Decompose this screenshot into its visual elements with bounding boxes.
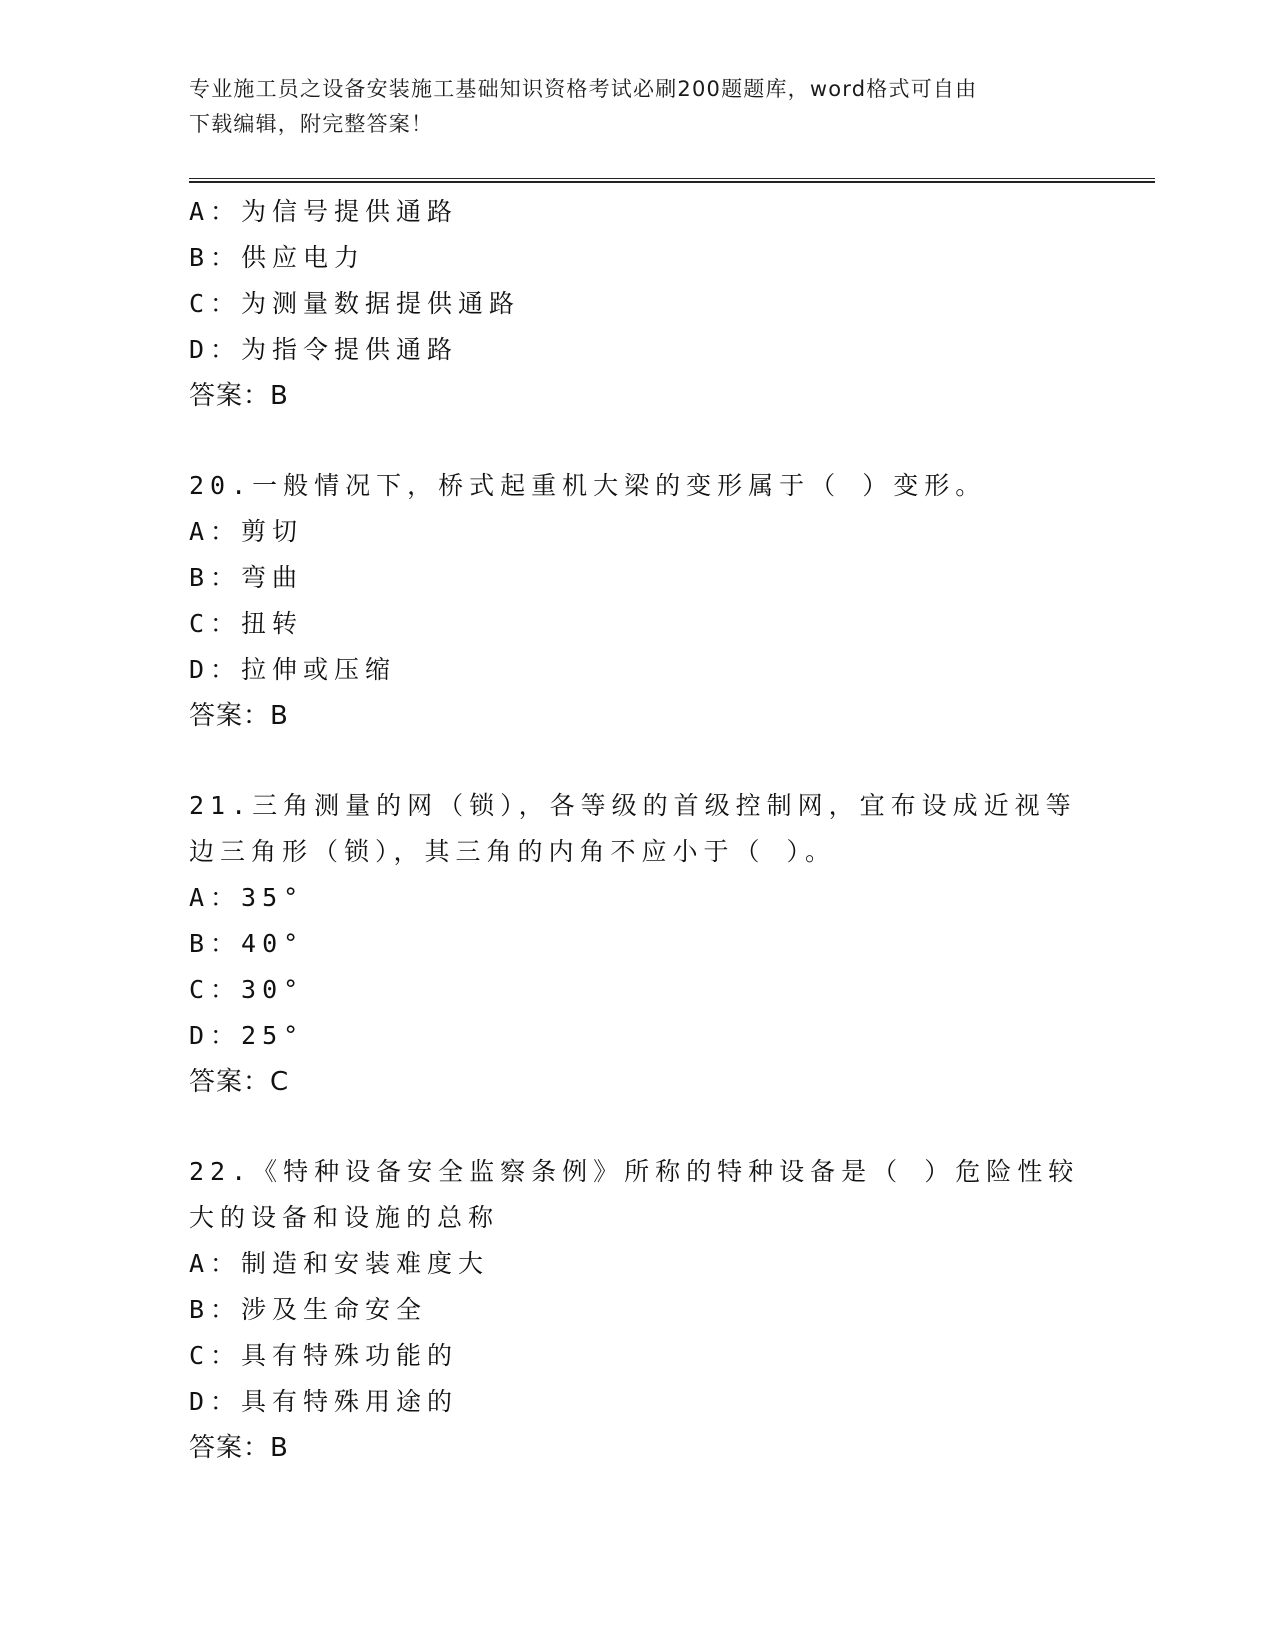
- option-b: B：供应电力: [189, 243, 366, 272]
- option-c: C：扭转: [189, 609, 304, 638]
- header-divider-thin: [189, 178, 1155, 179]
- option-a: A：剪切: [189, 517, 304, 546]
- answer-line: 答案：B: [189, 381, 289, 411]
- question-list: [189, 189, 1089, 1471]
- document-header: [189, 72, 1069, 142]
- question-gap: [189, 419, 1089, 463]
- header-line-2: 下载编辑，附完整答案！: [189, 112, 434, 136]
- option-a: A：35°: [189, 883, 305, 912]
- question-stem: 21.三角测量的网（锁），各等级的首级控制网，宜布设成近视等边三角形（锁），其三角的内角不应小于（ ）。: [189, 791, 1077, 866]
- option-b: B：40°: [189, 929, 305, 958]
- question-22: [189, 1149, 1089, 1471]
- question-stem: 22.《特种设备安全监察条例》所称的特种设备是（ ）危险性较大的设备和设施的总称: [189, 1157, 1080, 1232]
- question-20: [189, 463, 1089, 739]
- option-c: C：30°: [189, 975, 305, 1004]
- option-c: C：具有特殊功能的: [189, 1341, 459, 1370]
- answer-line: 答案：B: [189, 1433, 289, 1463]
- option-b: B：弯曲: [189, 563, 304, 592]
- header-divider-thick: [189, 181, 1155, 183]
- answer-line: 答案：C: [189, 1067, 290, 1097]
- option-d: D：具有特殊用途的: [189, 1387, 459, 1416]
- option-a: A：制造和安装难度大: [189, 1249, 490, 1278]
- option-d: D：拉伸或压缩: [189, 655, 397, 684]
- option-a: A：为信号提供通路: [189, 197, 459, 226]
- header-line-1: 专业施工员之设备安装施工基础知识资格考试必刷200题题库，word格式可自由: [189, 77, 978, 101]
- option-c: C：为测量数据提供通路: [189, 289, 521, 318]
- question-21: [189, 783, 1089, 1105]
- question-gap: [189, 739, 1089, 783]
- option-d: D：为指令提供通路: [189, 335, 459, 364]
- question-19-continued: [189, 189, 1089, 419]
- question-gap: [189, 1105, 1089, 1149]
- answer-line: 答案：B: [189, 701, 289, 731]
- option-d: D：25°: [189, 1021, 305, 1050]
- question-stem: 20.一般情况下，桥式起重机大梁的变形属于（ ）变形。: [189, 471, 987, 500]
- option-b: B：涉及生命安全: [189, 1295, 428, 1324]
